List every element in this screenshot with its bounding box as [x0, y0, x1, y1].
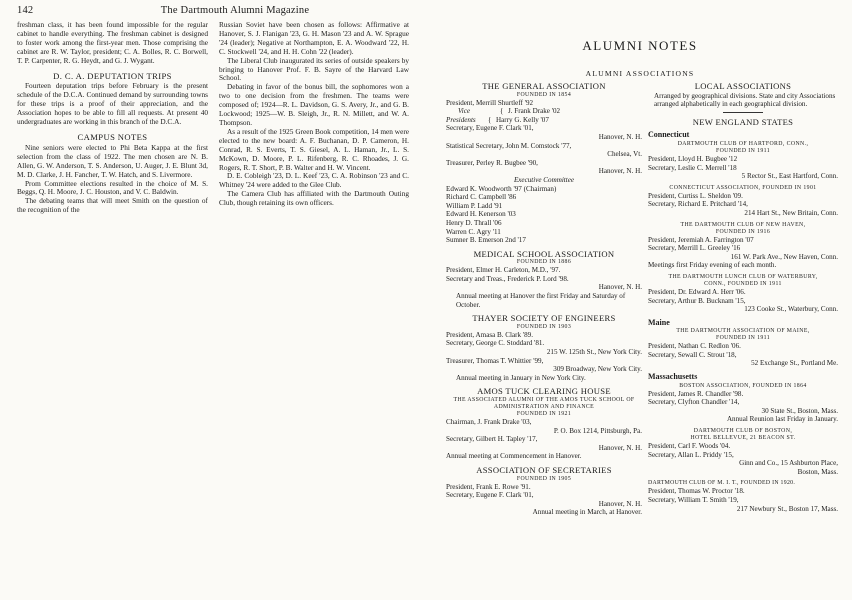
paragraph: The debating teams that will meet Smith on the question of the recognition of the [17, 196, 208, 215]
magazine-title: The Dartmouth Alumni Magazine [160, 5, 310, 16]
officer: Presidents { Harry G. Kelly '07 [446, 115, 549, 124]
club-name: THE DARTMOUTH LUNCH CLUB OF WATERBURY, [668, 273, 818, 280]
paragraph: Russian Soviet have been chosen as follows: Affirmative at Hanover, S. J. Flanigan '23, G. H. Mason '23 and A. W. Sprague '24 (leader); Negative at Northampton, E. A. Woodward '22, H. C. Stockwell '24, and H. H. Cohn '22 (leader). [219, 20, 409, 56]
officer: Secretary, Richard E. Pritchard '14, [648, 200, 748, 209]
meeting-note: Annual meeting in March, at Hanover. [532, 508, 642, 517]
officer: Chairman, J. Frank Drake '03, [446, 418, 532, 426]
alumni-associations-subtitle: ALUMNI ASSOCIATIONS [585, 69, 695, 78]
address: 215 W. 125th St., New York City. [546, 348, 642, 357]
vice-name: J. Frank Drake '02 [508, 107, 561, 116]
local-description: Arranged by geographical divisions. State and city Associations arranged alphabetically in each geographical division. [654, 91, 836, 109]
officer: Secretary, Arthur B. Bucknam '15, [648, 296, 746, 305]
officer: Vice { J. Frank Drake '02 [446, 107, 642, 116]
officer: President, Jeremiah A. Farrington '07 [648, 235, 754, 244]
new-england-title: NEW ENGLAND STATES [692, 116, 794, 127]
presidents-name: Harry G. Kelly '07 [496, 115, 549, 124]
general-associations-column [446, 77, 642, 517]
officer: President, Merrill Shurtleff '92 [446, 98, 534, 107]
officer: President, Nathan C. Redlon '06. [648, 342, 741, 351]
officer: Secretary, William T. Smith '19, [648, 496, 739, 504]
divider [723, 112, 763, 113]
amos-tuck-title: AMOS TUCK CLEARING HOUSE [477, 386, 611, 397]
committee-member: William P. Ladd '91 [446, 201, 503, 210]
paragraph: As a result of the 1925 Green Book competition, 14 men were elected to the new board: A. F. Buchanan, D. P. Cameron, H. Conrad, R. S. Everts, T. S. Giesel, A. L. Haman, Jr., L. S. McKown, D. Moore, P. L. Rifenberg, R. C. Rhoades, J. G. Rogers, R. T. Short, P. B. Walter and H. W. Vincent. [219, 126, 409, 172]
officer: President, Amasa B. Clark '89. [446, 330, 533, 339]
address: Hanover, N. H. [598, 132, 642, 141]
address: Ginn and Co., 15 Ashburton Place, [739, 459, 838, 468]
committee-member: Henry D. Thrall '06 [446, 218, 502, 227]
local-associations-column [648, 77, 838, 513]
officer: President, Dr. Edward A. Herr '06. [648, 287, 746, 296]
officer: President, James R. Chandler '98. [648, 389, 744, 398]
founded-label: FOUNDED IN 1903 [516, 323, 572, 330]
address: 52 Exchange St., Portland Me. [751, 359, 838, 368]
paragraph: Debating in favor of the bonus bill, the sophomores won a two to one decision from the freshmen. The teams were composed of; 1924—R. L. Davidson, G. S. Avery, Jr., and G. B. Lockwood; 1925—W. B. Sleigh, Jr., R. N. Millett, and W. A. Thompson. [219, 82, 409, 127]
meeting-note: Meetings first Friday evening of each month. [648, 261, 777, 270]
officer: Statistical Secretary, John M. Comstock '77, [446, 141, 572, 150]
address: 309 Broadway, New York City. [553, 365, 642, 374]
address: Hanover, N. H. [598, 499, 642, 508]
paragraph: Nine seniors were elected to Phi Beta Kappa at the first selection from the class of 1922. The men chosen are N. B. Allen, G. W. Anderson, T. S. Anderson, U. Auger, J. E. Blunt 3d, M. D. Clarke, J. H. Fancher, T. W. Hatch, and S. Livermore. [17, 142, 208, 179]
alumni-notes-title: ALUMNI NOTES [582, 38, 698, 53]
club-name: THE DARTMOUTH CLUB OF NEW HAVEN, [680, 221, 806, 228]
founded-label: FOUNDED IN 1854 [516, 91, 572, 98]
officer: Secretary, Gilbert H. Tapley '17, [446, 435, 538, 444]
meeting-note: Annual Reunion last Friday in January. [726, 415, 838, 424]
founded-label: CONN., FOUNDED IN 1911 [704, 280, 782, 287]
address: P. O. Box 1214, Pittsburgh, Pa. [553, 426, 642, 435]
club-name: CONNECTICUT ASSOCIATION, FOUNDED IN 1901 [669, 184, 817, 191]
founded-label: FOUNDED IN 1911 [715, 335, 771, 342]
paragraph: The Liberal Club inaugurated its series of outside speakers by bringing to Hanover Prof. F. B. Sayre of the Harvard Law School. [219, 55, 409, 83]
secretaries-association-title: ASSOCIATION OF SECRETARIES [476, 464, 612, 475]
officer: President, Lloyd H. Bugbee '12 [648, 154, 738, 163]
page-number: 142 [17, 5, 34, 16]
meeting-note: Annual meeting in January in New York City. [456, 373, 586, 382]
paragraph: freshman class, it has been found impossible for the regular cabinet to handle everything. The freshman cabinet is designed to foster work among the first-year men. Those comprising the cabinet are R. W. Taylor, president; C. A. Bolles, R. C. Borwell, T. P. Carpenter, R. G. Heydt, and G. J. Wygant. [17, 20, 208, 65]
general-association-title: THE GENERAL ASSOCIATION [482, 81, 606, 91]
paragraph: Prom Committee elections resulted in the choice of M. S. Beggs, Q. H. Moore, J. C. Houston, and V. C. Baldwin. [17, 178, 208, 197]
state-heading-connecticut: Connecticut [648, 130, 690, 140]
address: 123 Cooke St., Waterbury, Conn. [744, 305, 838, 314]
left-column [17, 21, 208, 215]
section-heading-deputation: D. C. A. DEPUTATION TRIPS [53, 70, 172, 81]
state-heading-massachusetts: Massachusetts [648, 372, 698, 382]
middle-column [219, 21, 409, 208]
officer: Secretary, George C. Stoddard '81. [446, 339, 545, 348]
address: 5 Rector St., East Hartford, Conn. [741, 172, 838, 181]
club-name: DARTMOUTH CLUB OF M. I. T., FOUNDED IN 1920. [648, 480, 796, 487]
founded-label: FOUNDED IN 1921 [516, 411, 572, 417]
officer: Treasurer, Thomas T. Whittier '99, [446, 356, 544, 365]
officer: President, Frank E. Rowe '91. [446, 482, 531, 491]
founded-label: FOUNDED IN 1911 [715, 147, 771, 154]
state-heading-maine: Maine [648, 317, 670, 327]
address: Hanover, N. H. [598, 167, 642, 176]
meeting-note: Annual meeting at Commencement in Hanover. [446, 452, 582, 461]
paragraph: The Camera Club has affiliated with the Dartmouth Outing Club, though retaining its own officers. [219, 189, 409, 208]
vice-label: Vice [458, 107, 471, 116]
medical-association-title: MEDICAL SCHOOL ASSOCIATION [473, 248, 615, 259]
club-hotel: HOTEL BELLEVUE, 21 BEACON ST. [690, 435, 796, 442]
committee-member: Richard C. Campbell '86 [446, 193, 517, 202]
address: 161 W. Park Ave., New Haven, Conn. [730, 252, 838, 261]
officer: President, Carl F. Woods '04. [648, 442, 731, 451]
officer: President, Curtiss L. Sheldon '09. [648, 191, 743, 200]
officer: President, Elmer H. Carleton, M.D., '97. [446, 266, 561, 275]
founded-label: FOUNDED IN 1886 [516, 259, 572, 266]
club-name: BOSTON ASSOCIATION, FOUNDED IN 1864 [679, 382, 807, 389]
address: 217 Newbury St., Boston 17, Mass. [736, 504, 838, 513]
officer: Secretary, Leslie C. Merrell '18 [648, 163, 737, 172]
club-name: DARTMOUTH CLUB OF HARTFORD, CONN., [677, 140, 809, 147]
committee-member: Edward K. Woodworth '97 (Chairman) [446, 184, 557, 193]
address: Hanover, N. H. [598, 443, 642, 452]
officer: Secretary, Clyfton Chandler '14, [648, 398, 740, 407]
officer: Secretary, Merrill L. Greeley '16 [648, 244, 741, 253]
officer: President, Thomas W. Proctor '18. [648, 487, 745, 496]
club-name: DARTMOUTH CLUB OF BOSTON, [693, 428, 793, 435]
officer: Secretary, Allan L. Priddy '15, [648, 450, 734, 459]
committee-member: Edward H. Kenerson '03 [446, 210, 516, 219]
committee-member: Sumner B. Emerson 2nd '17 [446, 236, 526, 245]
founded-label: FOUNDED IN 1905 [516, 475, 572, 482]
address: Chelsea, Vt. [607, 150, 642, 159]
address: Hanover, N. H. [598, 283, 642, 292]
officer: Secretary and Treas., Frederick P. Lord '98. [446, 274, 569, 283]
officer: Treasurer, Perley R. Bugbee '90, [446, 158, 538, 167]
officer: Secretary, Sewall C. Strout '18, [648, 350, 737, 359]
executive-committee-label: Executive Committee [513, 175, 575, 184]
presidents-label: Presidents [446, 115, 476, 124]
officer: Secretary, Eugene F. Clark '01, [446, 491, 534, 500]
paragraph: Fourteen deputation trips before February is the present schedule of the D.C.A. Continued demand by surrounding towns for these trips is a proof of their appreciation, and the Association hopes to be able to fill all requests. At present 40 undergraduates are working in this branch of the D.C.A. [17, 81, 208, 127]
address: 30 State St., Boston, Mass. [761, 406, 838, 415]
paragraph: D. E. Cobleigh '23, D. L. Keef '23, C. A. Robinson '23 and C. Whitney '24 were added to the Glee Club. [219, 171, 409, 190]
local-associations-title: LOCAL ASSOCIATIONS [694, 81, 792, 91]
founded-label: FOUNDED IN 1916 [715, 228, 771, 235]
committee-member: Warren C. Agry '11 [446, 227, 501, 236]
thayer-society-title: THAYER SOCIETY OF ENGINEERS [472, 313, 616, 324]
tuck-description: THE ASSOCIATED ALUMNI OF THE AMOS TUCK SCHOOL OF ADMINISTRATION AND FINANCE [453, 397, 635, 410]
officer: Secretary, Eugene F. Clark '01, [446, 124, 534, 133]
meeting-note: Annual meeting at Hanover the first Friday and Saturday of October. [456, 292, 626, 309]
address: 214 Hart St., New Britain, Conn. [744, 208, 838, 217]
club-name: THE DARTMOUTH ASSOCIATION OF MAINE, [676, 328, 810, 335]
address: Boston, Mass. [797, 467, 838, 476]
section-heading-campus: CAMPUS NOTES [77, 131, 148, 142]
